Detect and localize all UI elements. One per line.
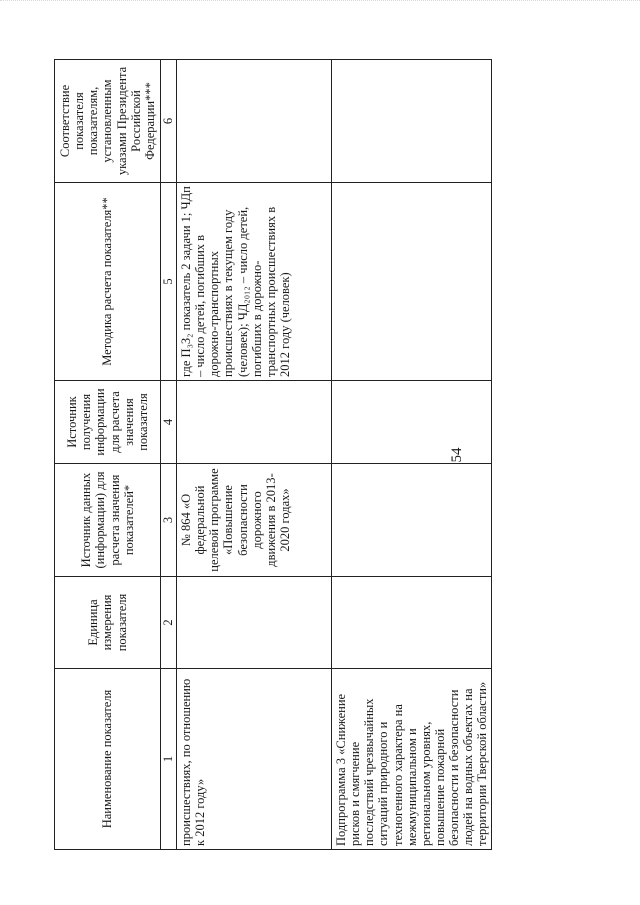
column-number: 2 xyxy=(161,577,177,669)
column-number-row xyxy=(161,60,177,850)
table-cell xyxy=(332,577,492,669)
header-indicator-name: Наименование показателя xyxy=(55,669,161,850)
table-cell xyxy=(332,464,492,577)
header-compliance: Соответствие показателя показателям, установленным указами Президента Российской Федерации*** xyxy=(55,60,161,183)
table-cell xyxy=(332,183,492,381)
column-number: 1 xyxy=(161,669,177,850)
rotated-page xyxy=(54,60,494,850)
table-cell xyxy=(177,60,332,183)
column-number: 6 xyxy=(161,60,177,183)
column-number: 4 xyxy=(161,381,177,464)
table-cell xyxy=(177,381,332,464)
column-number: 5 xyxy=(161,183,177,381)
table-cell: № 864 «О федеральной целевой программе «Повышение безопасности дорожного движения в 2013-2020 годах» xyxy=(177,464,332,577)
table-cell: где П₃З₂ показатель 2 задачи 1; ЧДп – число детей, погибших в дорожно-транспортных происшествиях в текущем году (человек); ЧД₂₀₁₂ – число детей, погибших в дорожно-транспортных происшествиях в 2012 году (человек) xyxy=(177,183,332,381)
column-number: 3 xyxy=(161,464,177,577)
table-row xyxy=(177,60,332,850)
indicator-table xyxy=(54,59,492,850)
table-header-row xyxy=(55,60,161,850)
table-cell: Подпрограмма 3 «Снижение рисков и смягчение последствий чрезвычайных ситуаций природного и техногенного характера на межмуниципальном и региональном уровнях, повышение пожарной безопасности и безопасности людей на водных объектах на территории Тверской области» xyxy=(332,669,492,850)
header-data-source: Источник данных (информации) для расчета значения показателей* xyxy=(55,464,161,577)
table-cell: происшествиях, по отношению к 2012 году» xyxy=(177,669,332,850)
table-row xyxy=(332,60,492,850)
header-method: Методика расчета показателя** xyxy=(55,183,161,381)
table-cell xyxy=(177,577,332,669)
page-number: 54 xyxy=(449,447,465,463)
scan-edge-noise xyxy=(0,0,640,11)
table-cell xyxy=(332,60,492,183)
header-info-source: Источник получения информации для расчета значения показателя xyxy=(55,381,161,464)
header-unit: Единица измерения показателя xyxy=(55,577,161,669)
table-cell xyxy=(332,381,492,464)
